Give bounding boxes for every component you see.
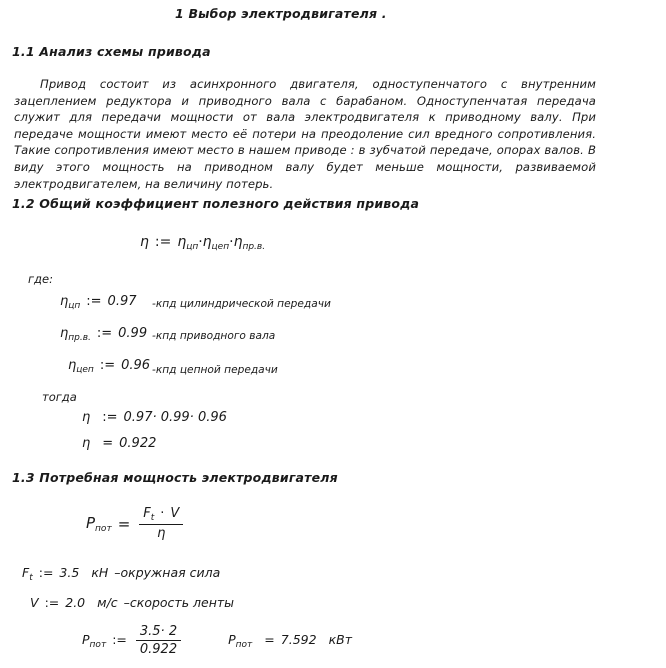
eta-cp-subscript: цп xyxy=(186,242,199,252)
final-power-calculation xyxy=(82,624,352,657)
final-denominator: 0.922 xyxy=(139,642,178,657)
definition-value: 0.96 xyxy=(121,358,151,373)
result-equals: = xyxy=(102,436,114,451)
definition-subscript: цеп xyxy=(76,365,94,375)
definition-eta-chain xyxy=(68,358,150,375)
equation-efficiency: η := $\eta_{цп}\cdot\eta_{цеп}\cdot\eta_{пр.в.}$ xyxy=(140,234,266,252)
given-comment: –окружная сила xyxy=(114,565,221,580)
calc-expression: 0.97· 0.99· 0.96 xyxy=(123,410,227,425)
given-value: 3.5 xyxy=(59,565,80,580)
multiply-dot: · xyxy=(160,506,165,521)
calc-assign: := xyxy=(102,410,118,425)
eta-cp-symbol: η xyxy=(177,234,187,250)
assign-operator: := xyxy=(154,234,172,250)
given-symbol: V xyxy=(30,595,39,610)
final-symbol: P xyxy=(82,632,90,647)
definition-symbol: η xyxy=(60,294,69,309)
result-subscript: пот xyxy=(235,640,253,650)
definition-assign: := xyxy=(99,358,116,373)
velocity-symbol: V xyxy=(170,506,180,521)
definition-symbol: η xyxy=(60,326,69,341)
calculation-efficiency xyxy=(82,410,227,425)
given-force xyxy=(22,565,220,583)
eta-symbol: η xyxy=(140,234,149,250)
force-symbol: F xyxy=(143,506,151,521)
heading-1-1: 1.1 Анализ схемы привода xyxy=(12,44,211,59)
eta-shaft-subscript: пр.в. xyxy=(242,242,266,252)
definition-assign: := xyxy=(86,294,102,309)
power-subscript: пот xyxy=(95,523,112,534)
definition-comment-eta-cp: -кпд цилиндрической передачи xyxy=(152,298,331,310)
definition-comment-eta-shaft: -кпд приводного вала xyxy=(152,330,276,342)
final-numerator: 3.5· 2 xyxy=(136,624,181,641)
eta-chain-symbol: η xyxy=(202,234,212,250)
given-unit: кН xyxy=(91,565,109,580)
label-gde: где: xyxy=(28,272,53,286)
label-togda: тогда xyxy=(42,390,77,404)
equation-required-power xyxy=(86,506,186,541)
definition-assign: := xyxy=(96,326,113,341)
given-comment: –скорость ленты xyxy=(123,595,235,610)
final-assign: := xyxy=(112,632,127,647)
final-subscript: пот xyxy=(89,640,107,650)
definition-eta-cp xyxy=(60,294,137,311)
result-value: 0.922 xyxy=(119,436,157,451)
definition-subscript: пр.в. xyxy=(68,333,91,343)
result-symbol: P xyxy=(228,632,236,647)
eta-denominator: η xyxy=(157,526,166,541)
result-unit: кВт xyxy=(328,632,352,647)
heading-1-2: 1.2 Общий коэффициент полезного действия привода xyxy=(12,196,420,211)
definition-subscript: цп xyxy=(68,301,81,311)
definition-symbol: η xyxy=(68,358,77,373)
given-symbol: F xyxy=(22,565,30,580)
eta-symbol: η xyxy=(82,410,91,425)
given-velocity xyxy=(30,595,234,610)
eta-chain-subscript: цеп xyxy=(211,242,230,252)
given-assign: := xyxy=(38,565,54,580)
definition-value: 0.97 xyxy=(107,294,137,309)
heading-1-3: 1.3 Потребная мощность электродвигателя xyxy=(12,470,338,485)
given-assign: := xyxy=(44,595,60,610)
power-symbol: P xyxy=(86,513,96,532)
definition-comment-eta-chain: -кпд цепной передачи xyxy=(152,364,278,376)
power-equals: = xyxy=(117,514,131,533)
result-equals: = xyxy=(264,632,275,647)
given-value: 2.0 xyxy=(65,595,86,610)
eta-shaft-symbol: η xyxy=(233,234,243,250)
final-fraction xyxy=(136,624,181,657)
result-value: 7.592 xyxy=(280,632,317,647)
paragraph-1-1: Привод состоит из асинхронного двигателя, одноступенчатого с внутренним зацеплением редуктора и приводного вала с барабаном. Одноступенчатая передача служит для передачи мощности от вала электродвигателя к приводному валу. При передаче мощности имеют место её потери на преодоление сил вредного сопротивления. Такие сопротивления имеют место в нашем приводе : в зубчатой передаче, опорах валов. В виду этого мощность на приводном валу будет меньше мощности, развиваемой электродвигателем, на величину потерь. xyxy=(14,77,596,191)
power-fraction xyxy=(139,506,183,541)
result-efficiency xyxy=(82,436,156,451)
eta-symbol: η xyxy=(82,436,91,451)
force-subscript: t xyxy=(150,513,155,523)
given-subscript: t xyxy=(29,573,33,583)
definition-value: 0.99 xyxy=(118,326,148,341)
document-title: 1 Выбор электродвигателя . xyxy=(175,6,387,21)
definition-eta-shaft xyxy=(60,326,147,343)
given-unit: м/с xyxy=(97,595,118,610)
